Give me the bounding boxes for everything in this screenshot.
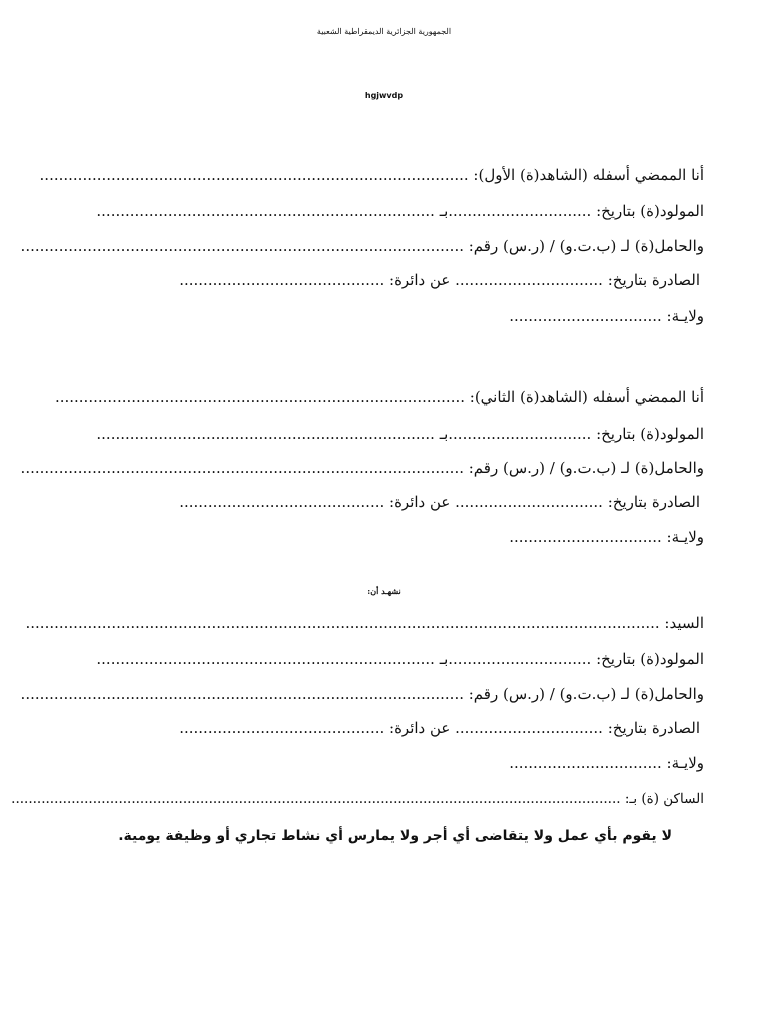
- witness2-id-line: والحامل(ة) لـ (ب.ت.و) / (ر.س) رقم: .............................................................................................: [20, 459, 704, 477]
- testimony-heading: نشهـد أن:: [367, 586, 401, 596]
- subject-resident-line: الساكن (ة) بـ: ..............................................................................................................................................: [11, 791, 704, 807]
- document-title: hgjwvdp: [364, 91, 404, 100]
- witness1-name-line: أنا الممضي أسفله (الشاهد(ة) الأول): ..........................................................................................: [39, 166, 704, 184]
- witness1-id-line: والحامل(ة) لـ (ب.ت.و) / (ر.س) رقم: .............................................................................................: [20, 237, 704, 255]
- witness1-wilaya-line: ولايـة: ................................: [509, 307, 704, 325]
- witness2-birth-line: المولود(ة) بتاريخ: ..............................بـ .......................................................................: [96, 425, 704, 443]
- subject-sir-line: السيد: .....................................................................................................................................: [25, 614, 704, 632]
- republic-header: الجمهورية الجزائرية الديمقراطية الشعبية: [316, 27, 452, 36]
- witness2-wilaya-line: ولايـة: ................................: [509, 528, 704, 546]
- witness2-name-line: أنا الممضي أسفله (الشاهد(ة) الثاني): ......................................................................................: [54, 388, 704, 406]
- subject-issued-line: الصادرة بتاريخ: ............................... عن دائرة: ...........................................: [179, 719, 700, 737]
- witness2-issued-line: الصادرة بتاريخ: ............................... عن دائرة: ...........................................: [179, 493, 700, 511]
- subject-id-line: والحامل(ة) لـ (ب.ت.و) / (ر.س) رقم: .............................................................................................: [20, 685, 704, 703]
- witness1-issued-line: الصادرة بتاريخ: ............................... عن دائرة: ...........................................: [179, 271, 700, 289]
- witness1-birth-line: المولود(ة) بتاريخ: ..............................بـ .......................................................................: [96, 202, 704, 220]
- subject-birth-line: المولود(ة) بتاريخ: ..............................بـ .......................................................................: [96, 650, 704, 668]
- subject-wilaya-line: ولايـة: ................................: [509, 754, 704, 772]
- statement-text: لا يقوم بأي عمل ولا يتقاضى أي أجر ولا يمارس أي نشاط تجاري أو وظيفة يومية.: [118, 828, 672, 844]
